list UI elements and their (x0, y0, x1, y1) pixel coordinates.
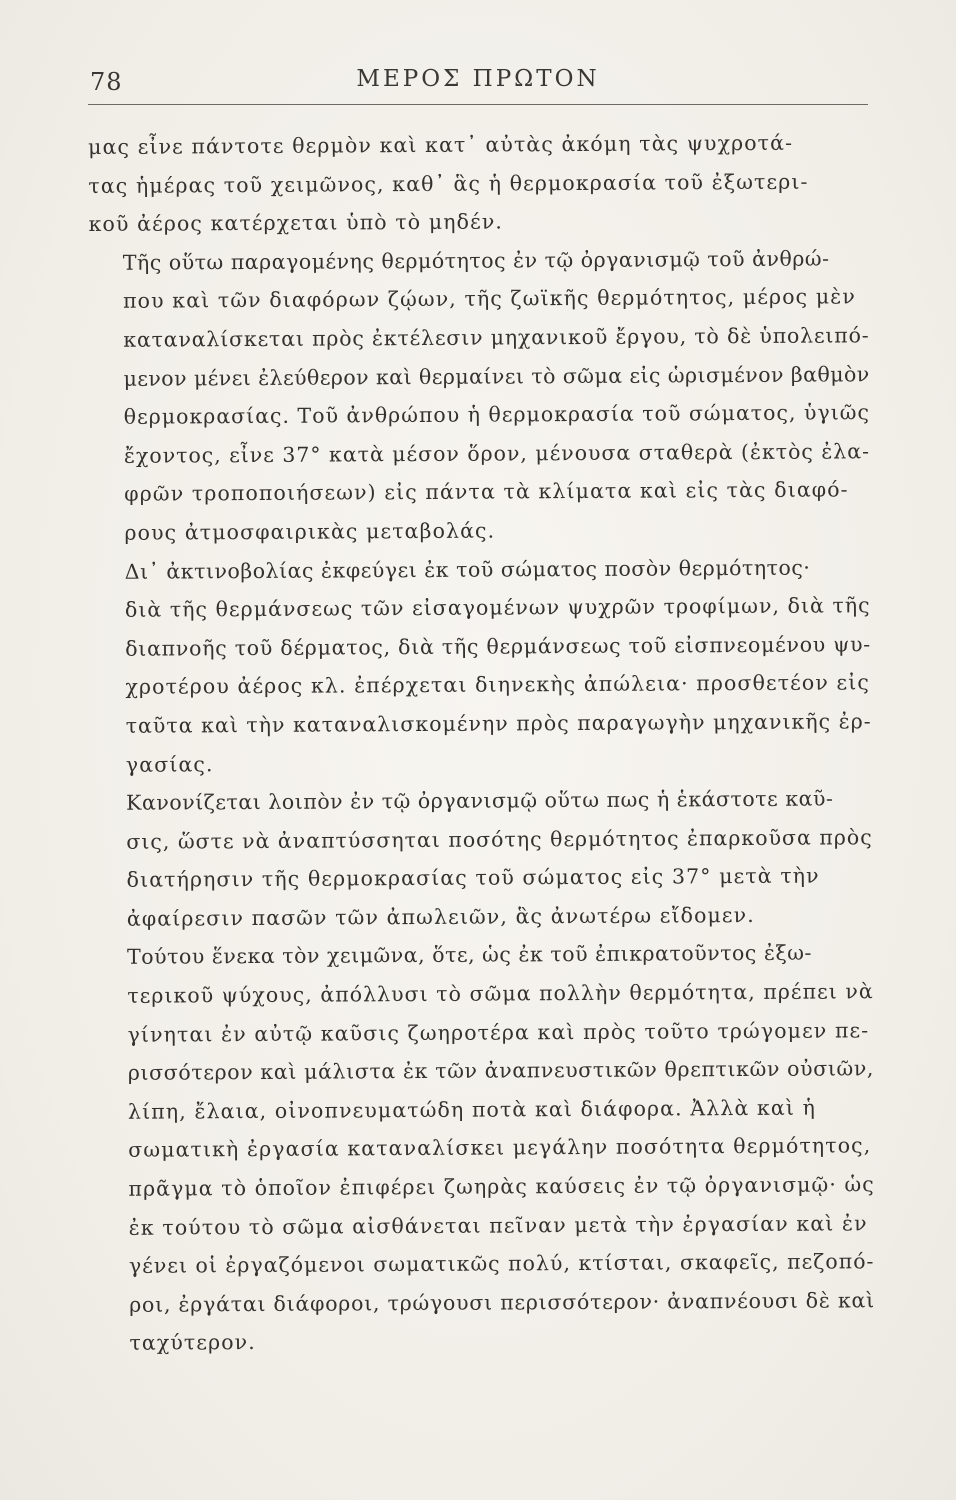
page-header (90, 62, 866, 102)
text-line: ροι, ἐργάται διάφοροι, τρώγουσι περισσότερον· ἀναπνέουσι δὲ καὶ (129, 1288, 875, 1317)
text-line: φρῶν τροποποιήσεων) εἰς πάντα τὰ κλίματα καὶ εἰς τὰς διαφό- (124, 477, 849, 507)
paragraph (91, 548, 872, 784)
text-line: καταναλίσκεται πρὸς ἐκτέλεσιν μηχανικοῦ ἔργου, τὸ δὲ ὑπολειπό- (123, 323, 870, 352)
text-line: μενον μένει ἐλεύθερον καὶ θερμαίνει τὸ σῶμα εἰς ὡρισμένον βαθμὸν (123, 361, 870, 391)
text-line: ρους ἀτμοσφαιρικὰς μεταβολάς. (124, 518, 496, 545)
text-line: που καὶ τῶν διαφόρων ζῴων, τῆς ζωϊκῆς θερμότητος, μέρος μὲν (122, 284, 856, 314)
text-line: ρισσότερον καὶ μάλιστα ἐκ τῶν ἀναπνευστικῶν θρεπτικῶν οὐσιῶν, (127, 1056, 875, 1086)
paragraph (93, 934, 876, 1363)
paragraph (89, 239, 871, 553)
text-line: διατήρησιν τῆς θερμοκρασίας τοῦ σώματος εἰς 37° μετὰ τὴν (126, 863, 820, 893)
text-line: σωματικὴ ἐργασία καταναλίσκει μεγάλην ποσότητα θερμότητος, (128, 1133, 872, 1163)
text-line: λίπη, ἔλαια, οἰνοπνευματώδη ποτὰ καὶ διάφορα. Ἀλλὰ καὶ ἡ (127, 1095, 817, 1124)
text-line: ἔχοντος, εἶνε 37° κατὰ μέσον ὅρον, μένουσα σταθερὰ (ἐκτὸς ἐλα- (123, 438, 871, 468)
text-line: Δι᾽ ἀκτινοβολίας ἐκφεύγει ἐκ τοῦ σώματος ποσὸν θερμότητος· (124, 555, 811, 584)
text-line: ἀφαίρεσιν πασῶν τῶν ἀπωλειῶν, ἃς ἀνωτέρω εἴδομεν. (126, 902, 755, 931)
text-line: γασίας. (125, 751, 214, 777)
text-line: τερικοῦ ψύχους, ἀπόλλυσι τὸ σῶμα πολλὴν θερμότητα, πρέπει νὰ (127, 979, 874, 1008)
text-line: θερμοκρασίας. Τοῦ ἀνθρώπου ἡ θερμοκρασία τοῦ σώματος, ὑγιῶς (123, 400, 870, 429)
text-line: Τούτου ἕνεκα τὸν χειμῶνα, ὅτε, ὡς ἐκ τοῦ ἐπικρατοῦντος ἐξω- (126, 941, 813, 970)
text-line: σις, ὥστε νὰ ἀναπτύσσηται ποσότης θερμότητος ἐπαρκοῦσα πρὸς (126, 824, 873, 854)
text-line: ταῦτα καὶ τὴν καταναλισκομένην πρὸς παραγωγὴν μηχανικῆς ἐρ- (125, 709, 872, 738)
paragraph (92, 779, 873, 938)
paragraph (88, 123, 869, 244)
text-line: κοῦ ἀέρος κατέρχεται ὑπὸ τὸ μηδέν. (88, 209, 504, 237)
text-line: μας εἶνε πάντοτε θερμὸν καὶ κατ᾽ αὐτὰς ἀκόμη τὰς ψυχροτά- (88, 130, 794, 159)
body-text (88, 123, 876, 1363)
header-rule (88, 104, 868, 105)
text-line: Τῆς οὕτω παραγομένης θερμότητος ἐν τῷ ὀργανισμῷ τοῦ ἀνθρώ- (122, 246, 830, 275)
text-line: πρᾶγμα τὸ ὁποῖον ἐπιφέρει ζωηρὰς καύσεις ἐν τῷ ὀργανισμῷ· ὡς (128, 1172, 875, 1201)
text-line: Κανονίζεται λοιπὸν ἐν τῷ ὀργανισμῷ οὕτω πως ἡ ἑκάστοτε καῦ- (126, 786, 834, 815)
text-line: ταχύτερον. (129, 1330, 256, 1356)
page-number: 78 (90, 68, 123, 96)
text-line: χροτέρου ἀέρος κλ. ἐπέρχεται διηνεκὴς ἀπώλεια· προσθετέον εἰς (125, 670, 870, 700)
text-line: διὰ τῆς θερμάνσεως τῶν εἰσαγομένων ψυχρῶν τροφίμων, διὰ τῆς (124, 593, 871, 622)
text-line: γίνηται ἐν αὐτῷ καῦσις ζωηροτέρα καὶ πρὸς τοῦτο τρώγομεν πε- (127, 1017, 870, 1047)
running-head: ΜΕΡΟΣ ΠΡΩΤΟΝ (356, 66, 600, 92)
text-line: διαπνοῆς τοῦ δέρματος, διὰ τῆς θερμάνσεως τοῦ εἰσπνεομένου ψυ- (125, 631, 872, 661)
text-line: τας ἡμέρας τοῦ χειμῶνος, καθ᾽ ἃς ἡ θερμοκρασία τοῦ ἐξωτερι- (88, 169, 809, 198)
text-line: ἐκ τούτου τὸ σῶμα αἰσθάνεται πεῖναν μετὰ τὴν ἐργασίαν καὶ ἐν (128, 1210, 868, 1240)
text-line: γένει οἱ ἐργαζόμενοι σωματικῶς πολύ, κτίσται, σκαφεῖς, πεζοπό- (128, 1249, 875, 1278)
